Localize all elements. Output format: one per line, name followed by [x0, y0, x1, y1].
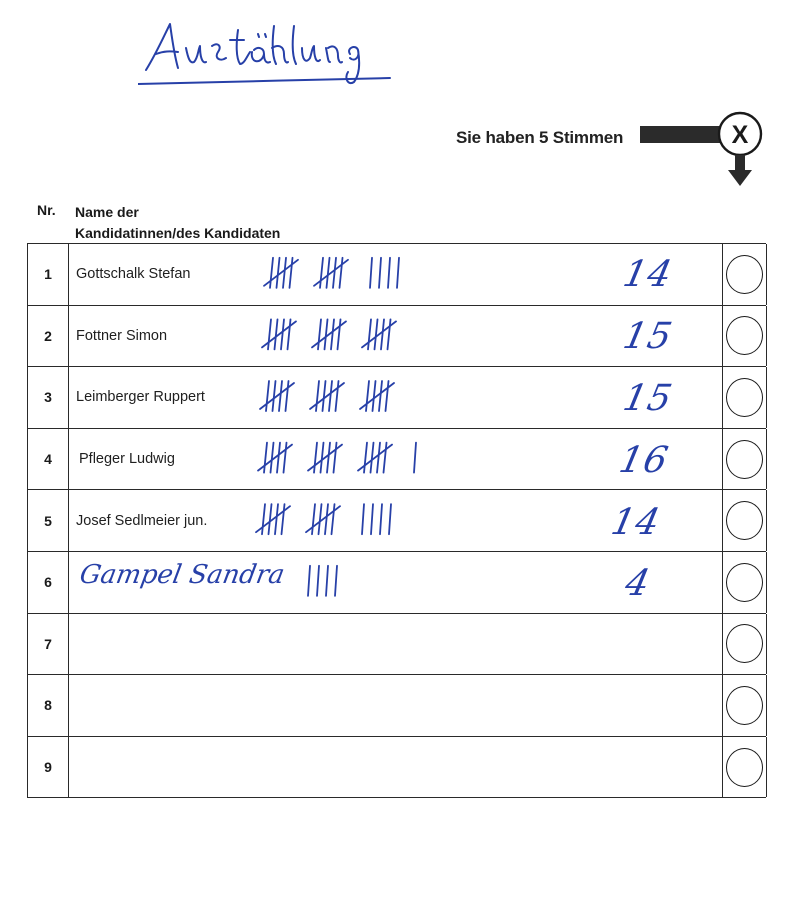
candidate-row	[27, 552, 766, 614]
vote-circle[interactable]	[726, 563, 763, 602]
column-header-nr: Nr.	[37, 202, 56, 218]
vote-box-cell	[722, 490, 767, 551]
name-cell	[67, 367, 723, 428]
candidate-row	[27, 244, 766, 306]
row-number: 4	[27, 429, 69, 490]
vote-count: 15	[619, 378, 677, 419]
row-number: 3	[27, 367, 69, 428]
vote-count: 4	[621, 563, 655, 604]
name-cell	[67, 306, 723, 367]
candidate-name: Josef Sedlmeier jun.	[76, 512, 208, 529]
vote-box-cell	[722, 244, 767, 305]
vote-count: 14	[619, 254, 677, 295]
name-cell	[67, 675, 723, 736]
candidate-row	[27, 306, 766, 368]
name-cell	[67, 737, 723, 798]
vote-circle[interactable]	[726, 440, 763, 479]
vote-count: 14	[607, 502, 665, 543]
name-cell	[67, 490, 723, 551]
vote-box-cell	[722, 614, 767, 675]
vote-count: 15	[619, 316, 677, 357]
vote-box-cell	[722, 552, 767, 613]
vote-circle[interactable]	[726, 686, 763, 725]
handwritten-title	[138, 18, 398, 88]
candidate-row	[27, 614, 766, 676]
vote-box-cell	[722, 306, 767, 367]
row-number: 8	[27, 675, 69, 736]
vote-circle[interactable]	[726, 378, 763, 417]
candidate-row	[27, 429, 766, 491]
vote-box-cell	[722, 429, 767, 490]
column-header-name-line1: Name der	[75, 204, 139, 220]
row-number: 7	[27, 614, 69, 675]
candidate-name: Leimberger Ruppert	[76, 389, 205, 406]
vote-box-cell	[722, 737, 767, 798]
name-cell	[67, 244, 723, 305]
handwritten-title-signature	[138, 18, 398, 88]
vote-circle[interactable]	[726, 748, 763, 787]
column-header-name-line2: Kandidatinnen/des Kandidaten	[75, 225, 281, 241]
name-cell	[67, 614, 723, 675]
vote-box-cell	[722, 367, 767, 428]
row-number: 6	[27, 552, 69, 613]
vote-count: 16	[615, 440, 673, 481]
candidate-row	[27, 675, 766, 737]
column-header-name	[75, 202, 280, 244]
candidate-row	[27, 490, 766, 552]
row-number: 5	[27, 490, 69, 551]
candidate-row	[27, 367, 766, 429]
candidate-name: Fottner Simon	[76, 327, 168, 344]
ballot-table	[27, 243, 766, 798]
vote-circle[interactable]	[726, 624, 763, 663]
candidate-name: Pfleger Ludwig	[79, 451, 175, 468]
name-cell	[67, 429, 723, 490]
vote-box-cell	[722, 675, 767, 736]
row-number: 9	[27, 737, 69, 798]
marker-symbol: X	[731, 121, 749, 149]
handwritten-candidate-name: Gampel Sandra	[77, 560, 287, 590]
x-marker-arrow-icon	[636, 108, 766, 190]
vote-circle[interactable]	[726, 255, 763, 294]
candidate-name: Gottschalk Stefan	[76, 266, 191, 283]
row-number: 2	[27, 306, 69, 367]
vote-circle[interactable]	[726, 316, 763, 355]
vote-circle[interactable]	[726, 501, 763, 540]
row-number: 1	[27, 244, 69, 305]
candidate-row	[27, 737, 766, 799]
name-cell	[67, 552, 723, 613]
votes-instruction: Sie haben 5 Stimmen	[456, 128, 624, 147]
